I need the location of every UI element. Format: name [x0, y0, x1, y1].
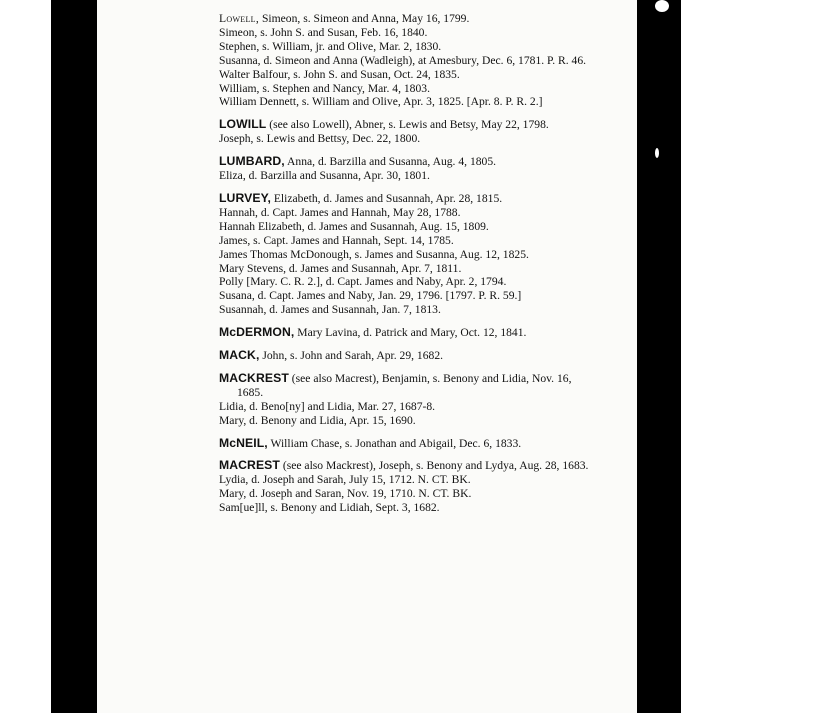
- record-entry: Mary, d. Joseph and Saran, Nov. 19, 1710. N. CT. BK.: [219, 487, 472, 501]
- surname-heading: MACREST: [219, 458, 280, 473]
- record-entry: William Dennett, s. William and Olive, Apr. 3, 1825. [Apr. 8. P. R. 2.]: [219, 95, 543, 109]
- record-text: Anna, d. Barzilla and Susanna, Aug. 4, 1805.: [284, 155, 497, 169]
- section-gap: [219, 183, 589, 192]
- record-entry: Hannah Elizabeth, d. James and Susannah, Aug. 15, 1809.: [219, 219, 489, 233]
- record-entry: Sam[ue]ll, s. Benony and Lidiah, Sept. 3, 1682.: [219, 501, 440, 515]
- record-entry: Lydia, d. Joseph and Sarah, July 15, 1712. N. CT. BK.: [219, 473, 471, 487]
- scan-speck: [655, 148, 659, 158]
- record-text: Mary Lavina, d. Patrick and Mary, Oct. 12, 1841.: [294, 326, 527, 340]
- scan-speck: [655, 0, 669, 12]
- surname-heading: LUMBARD,: [219, 154, 285, 169]
- record-entry: [219, 192, 589, 206]
- record-text: William Chase, s. Jonathan and Abigail, Dec. 6, 1833.: [267, 436, 522, 450]
- record-text: (see also Mackrest), Joseph, s. Benony and Lydya, Aug. 28, 1683.: [279, 459, 589, 473]
- record-text: Simeon, s. Simeon and Anna, May 16, 1799.: [259, 12, 470, 25]
- record-entry: [219, 372, 589, 400]
- record-text: (see also Macrest), Benjamin, s. Benony and Lidia, Nov. 16, 1685.: [237, 371, 572, 399]
- section-gap: [219, 109, 589, 118]
- record-entry: [219, 437, 589, 451]
- surname-heading: LOWILL: [219, 117, 267, 132]
- record-entry: Lidia, d. Beno[ny] and Lidia, Mar. 27, 1687-8.: [219, 399, 436, 413]
- record-entry: Hannah, d. Capt. James and Hannah, May 28, 1788.: [219, 205, 461, 219]
- record-text: Elizabeth, d. James and Susannah, Apr. 28, 1815.: [270, 191, 503, 205]
- record-text: (see also Lowell), Abner, s. Lewis and Betsy, May 22, 1798.: [266, 118, 549, 132]
- record-entry: Joseph, s. Lewis and Bettsy, Dec. 22, 1800.: [219, 132, 421, 146]
- record-entry: William, s. Stephen and Nancy, Mar. 4, 1803.: [219, 81, 430, 95]
- surname-heading: MACK,: [219, 348, 260, 363]
- record-entry: [219, 326, 589, 340]
- record-entry: Eliza, d. Barzilla and Susanna, Apr. 30, 1801.: [219, 169, 430, 183]
- surname-heading: McNEIL,: [219, 435, 268, 450]
- record-entry: Susanna, d. Simeon and Anna (Wadleigh), at Amesbury, Dec. 6, 1781. P. R. 46.: [219, 53, 587, 67]
- record-entry: [219, 12, 589, 26]
- record-entry: Susana, d. Capt. James and Naby, Jan. 29, 1796. [1797. P. R. 59.]: [219, 289, 522, 303]
- record-text: John, s. John and Sarah, Apr. 29, 1682.: [259, 349, 444, 363]
- surname-heading: McDERMON,: [219, 325, 295, 340]
- record-entry: Simeon, s. John S. and Susan, Feb. 16, 1840.: [219, 25, 428, 39]
- record-entry: [219, 459, 589, 473]
- record-entry: Stephen, s. William, jr. and Olive, Mar. 2, 1830.: [219, 39, 442, 53]
- record-entry: Walter Balfour, s. John S. and Susan, Oct. 24, 1835.: [219, 67, 460, 81]
- section-gap: [219, 428, 589, 437]
- record-entry: Polly [Mary. C. R. 2.], d. Capt. James and Naby, Apr. 2, 1794.: [219, 275, 507, 289]
- record-entry: Mary Stevens, d. James and Susannah, Apr. 7, 1811.: [219, 261, 462, 275]
- record-entry: [219, 349, 589, 363]
- record-entry: [219, 118, 589, 132]
- record-entry: James, s. Capt. James and Hannah, Sept. 14, 1785.: [219, 233, 454, 247]
- surname-heading: MACKREST: [219, 370, 289, 385]
- record-entry: Susannah, d. James and Susannah, Jan. 7, 1813.: [219, 303, 441, 317]
- surname-heading: Lowell,: [219, 12, 260, 25]
- record-entry: Mary, d. Benony and Lidia, Apr. 15, 1690.: [219, 413, 416, 427]
- record-list: [219, 12, 589, 515]
- record-entry: James Thomas McDonough, s. James and Susanna, Aug. 12, 1825.: [219, 247, 529, 261]
- section-gap: [219, 340, 589, 349]
- record-entry: [219, 155, 589, 169]
- surname-heading: LURVEY,: [219, 190, 271, 205]
